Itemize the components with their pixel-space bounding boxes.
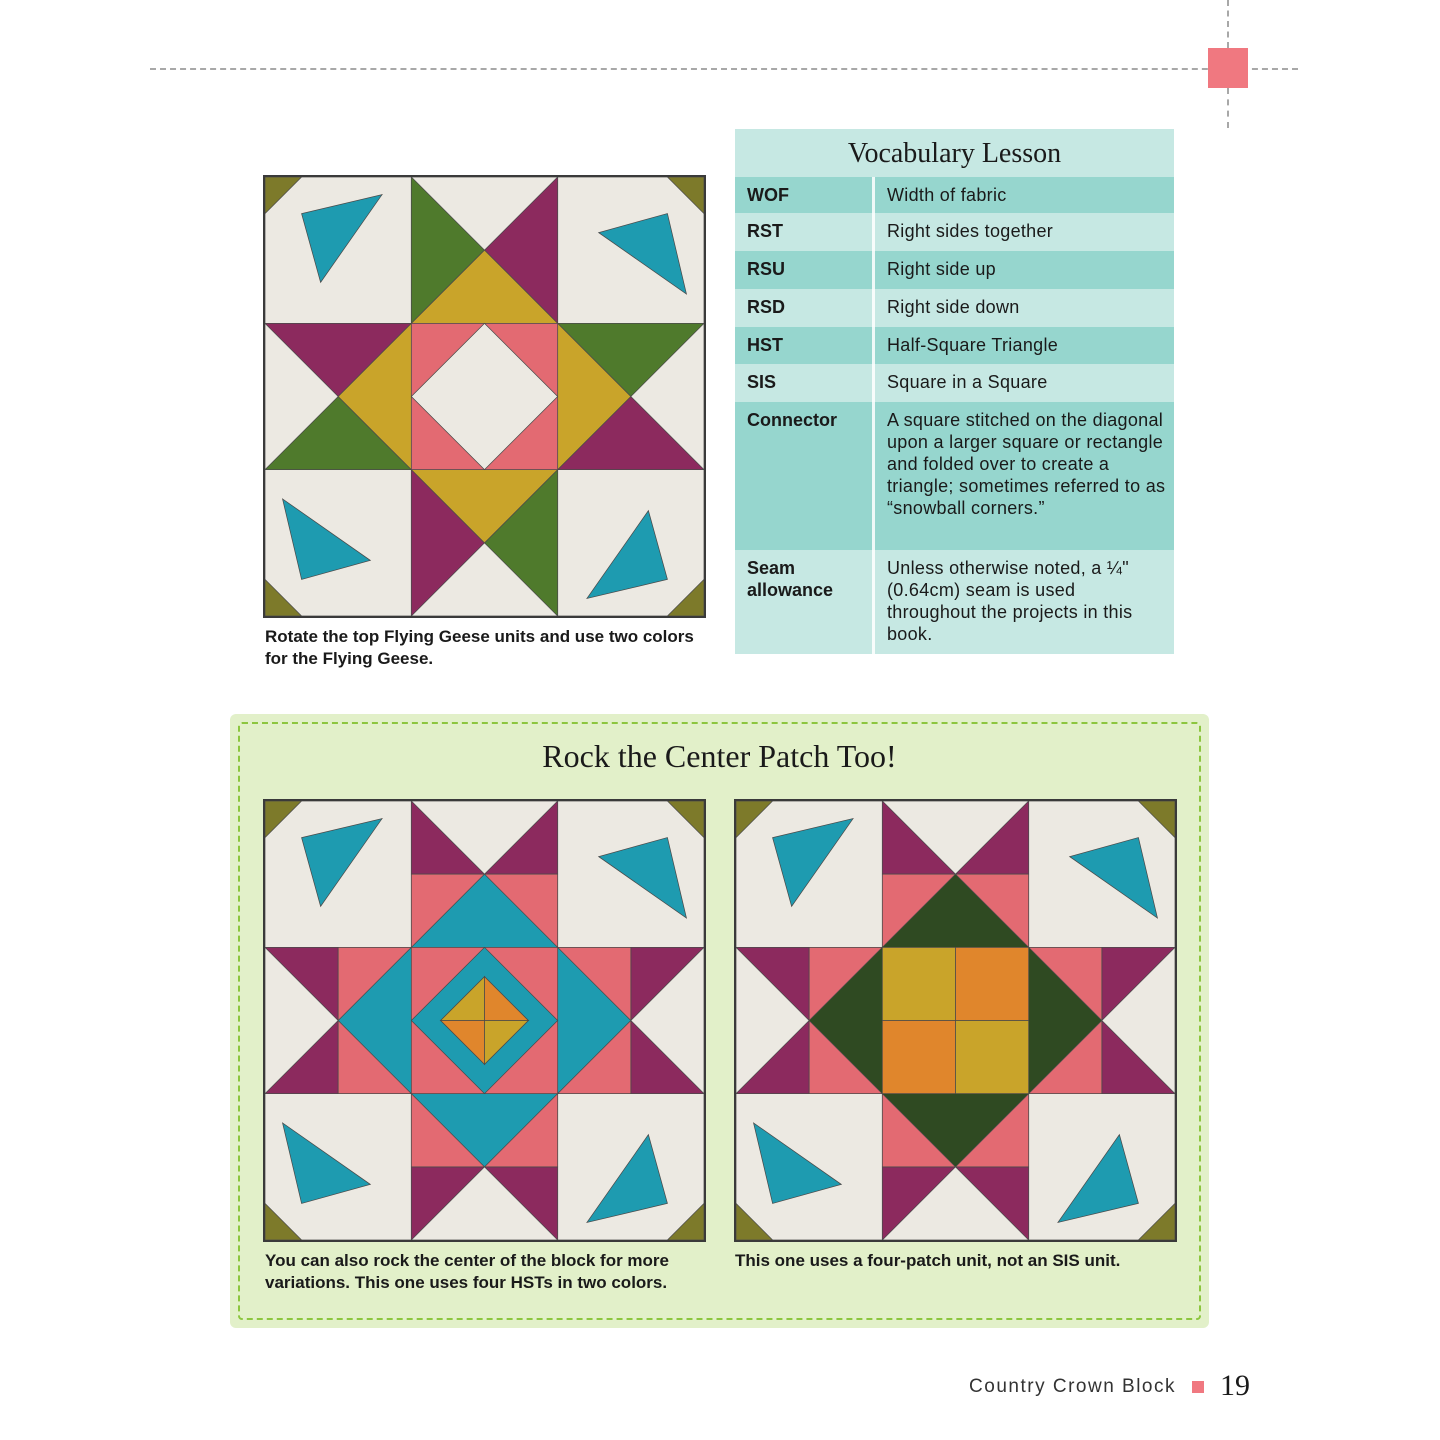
vocab-row [735,289,1174,327]
quilt-four-patch [956,947,1029,1020]
quilt-four-patch [956,1021,1029,1094]
vocab-definition: Half-Square Triangle [887,335,1059,355]
vocab-row [735,364,1174,402]
left-block-caption: You can also rock the center of the block for more variations. This one uses four HSTs in two colors. [265,1251,669,1292]
vocab-row [735,327,1174,364]
vocab-row [735,550,1174,654]
header-vertical-dash [1227,88,1229,128]
vocab-definition: Unless otherwise noted, a ¼" (0.64cm) seam is used throughout the projects in this book. [887,558,1133,644]
quilt-block-rotated-geese [263,175,706,618]
page-number: 19 [1220,1369,1250,1402]
vocab-column-divider [872,177,875,654]
footer-chapter-title: Country Crown Block [969,1376,1176,1397]
header-dashed-line [150,68,1298,70]
footer-pink-marker [1192,1381,1204,1393]
quilt-four-patch [882,1021,955,1094]
vocab-definition: Width of fabric [887,185,1007,205]
vocab-row [735,402,1174,550]
top-block-caption: Rotate the top Flying Geese units and use two colors for the Flying Geese. [265,627,694,668]
vocab-term: HST [747,335,783,355]
vocab-row [735,213,1174,251]
right-block-caption: This one uses a four-patch unit, not an SIS unit. [735,1251,1121,1270]
quilt-block-hst-center [263,799,706,1242]
vocab-term: RSD [747,297,786,317]
vocab-definition: Right sides together [887,221,1054,241]
vocab-term: SIS [747,372,777,392]
vocab-definition: Right side down [887,297,1020,317]
vocab-term: RSU [747,259,786,279]
vocab-term: RST [747,221,783,241]
header-pink-marker [1208,48,1248,88]
vocab-definition: Square in a Square [887,372,1048,392]
vocab-row [735,177,1174,213]
vocabulary-title: Vocabulary Lesson [847,138,1062,169]
rock-center-title: Rock the Center Patch Too! [542,738,897,774]
vocab-definition: A square stitched on the diagonal upon a larger square or rectangle and folded over to create a triangle; sometimes referred to as “snowball corners.” [887,410,1166,518]
header-vertical-dash [1227,0,1229,48]
vocab-term: WOF [747,185,789,205]
quilt-four-patch [882,947,955,1020]
quilt-block-four-patch-center [734,799,1177,1242]
vocab-row [735,251,1174,289]
vocab-definition: Right side up [887,259,996,279]
vocab-term: Seam allowance [747,558,834,600]
vocab-term: Connector [747,410,837,430]
vocabulary-table [735,129,1174,654]
